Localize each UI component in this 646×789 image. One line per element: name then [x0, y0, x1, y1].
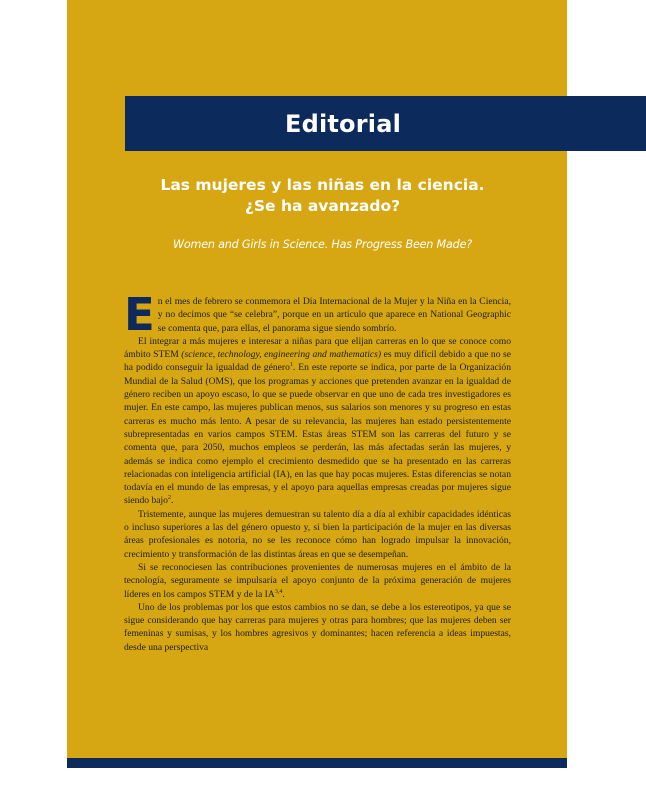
paragraph-2-text-a: El integrar a más mujeres e interesar a niñas para que elijan carreras en lo que se conoce como ámbito STEM	[124, 335, 511, 361]
paragraph-2-text-b: es muy difícil debido a que no se ha podido conseguir la igualdad de género	[124, 349, 511, 374]
footnote-ref-3-4: 3,4	[274, 588, 283, 595]
bottom-rule	[67, 758, 567, 768]
paragraph-4	[124, 561, 511, 601]
paragraph-1	[124, 288, 511, 341]
paragraph-4-text-a: Si se reconociesen las contribuciones provenientes de numerosas mujeres en el ámbito de la tecnología, seguramente se impulsaría el apoyo conjunto de la próxima generación de mujeres líderes en los campos STEM y de la IA	[124, 561, 511, 600]
article-subtitle-english: Women and Girls in Science. Has Progress Been Made?	[172, 238, 472, 251]
paragraph-3: Tristemente, aunque las mujeres demuestran su talento día a día al exhibir capacidades idénticas o incluso superiores a las del género opuesto y, si bien la participación de la mujer en las diversas áreas profesionales es notoria, no se les reconoce cómo han logrado impulsar la innovación, crecimiento y transformación de las distintas áreas en que se desempeñan.	[124, 508, 511, 560]
stem-definition-italic: (science, technology, engineering and mathematics)	[181, 349, 382, 361]
editorial-banner	[125, 96, 646, 151]
paragraph-1-text: n el mes de febrero se conmemora el Día Internacional de la Mujer y la Niña en la Ciencia, y no decimos que “se celebra”, porque en un artículo que aparece en National Geographic se comenta que, para ellas, el panorama sigue siendo sombrío.	[157, 296, 511, 334]
banner-title: Editorial	[284, 109, 402, 138]
footnote-ref-2: 2	[167, 495, 171, 502]
article-title-line-1: Las mujeres y las niñas en la ciencia.	[160, 176, 485, 194]
article-body	[124, 288, 511, 654]
paragraph-5: Uno de los problemas por los que estos cambios no se dan, se debe a los estereotipos, ya que se sigue considerando que hay carreras para mujeres y otras para hombres; que las mujeres deben ser femeninas y sumisas, y los hombres agresivos y dominantes; hacen referencia a ideas impuestas, desde una perspectiva	[124, 601, 511, 653]
drop-cap: E	[124, 288, 155, 341]
article-title-line-2: ¿Se ha avanzado?	[244, 197, 401, 215]
footnote-ref-1: 1	[289, 362, 293, 369]
paragraph-2-text-d: .	[170, 495, 174, 507]
paragraph-2-text-c: . En este reporte se indica, por parte de la Organización Mundial de la Salud (OMS), que los programas y acciones que pretenden avanzar en la igualdad de género reciben un apoyo escaso, lo que se puede observar en que uno de cada tres investigadores es mujer. En este campo, las mujeres publican menos, sus salarios son menores y su progreso en estas carreras es mucho más lento. A pesar de su relevancia, las mujeres han estado persistentemente subrepresentadas en varios campos STEM. Estas áreas STEM son las carreras del futuro y se comenta que, para 2050, muchos empleos se perderán, las más afectadas serán las mujeres, y además se indica como ejemplo el crecimiento desmedido que se ha presentado en las carreras relacionadas con inteligencia artificial (IA), en las que hay pocas mujeres. Estas diferencias se notan todavía en el mundo de las empresas, y el apoyo para aquellas empresas creadas por mujeres sigue siendo bajo	[124, 362, 511, 507]
paragraph-4-text-b: .	[282, 588, 285, 600]
paragraph-2	[124, 335, 511, 508]
